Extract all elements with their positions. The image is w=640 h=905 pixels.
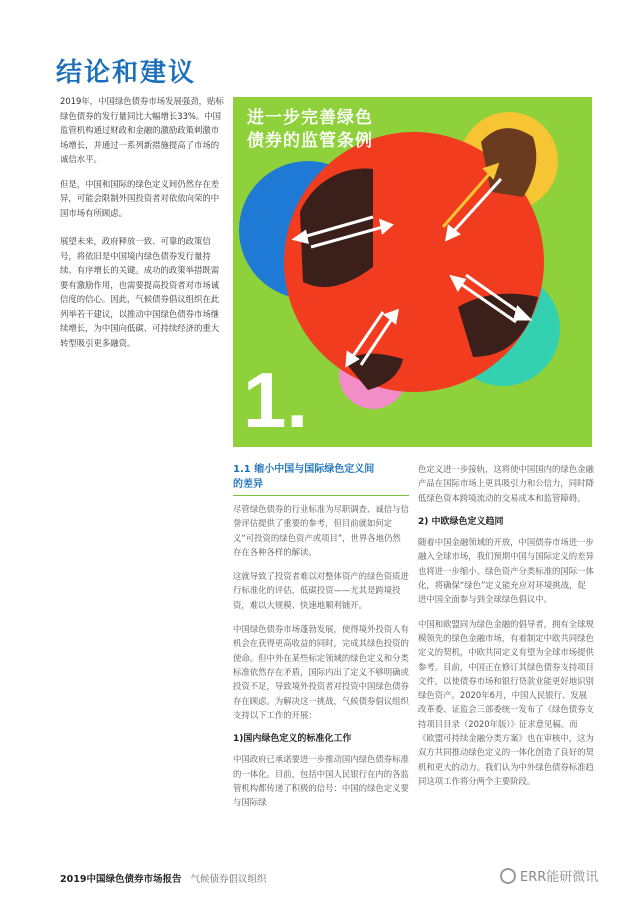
body-paragraph: 中国绿色债券市场蓬勃发展，使得境外投资人有机会在获得更高收益的同时，完成其绿色投资的使命。但中外在某些标定领域的绿色定义和分类标准依然存在矛盾，国际内出了定义不够明确或投资不足，导致境外投资者对投资中国绿色债券存在顾虑。为解决这一挑战，气候债券倡议组织支持以下工作的开展：	[233, 624, 409, 720]
section-number: 1.	[243, 356, 309, 444]
right-text-column	[418, 462, 594, 798]
intro-paragraph: 但是，中国和国际的绿色定义间仍然存在差异，可能会限制外国投资者对依依向荣的中国市场有所顾虑。	[60, 178, 220, 218]
page-title: 结论和建议	[56, 58, 197, 88]
subheading: 2) 中欧绿色定义趋同	[418, 516, 504, 527]
graphic-title-line: 进一步完善绿色	[247, 108, 373, 128]
intro-paragraph: 展望未来，政府释放一致、可靠的政策信号，将依旧是中国境内绿色债券发行量持续、有序增长的关键。成功的政策举措既需要有激励作用，也需要提高投资者对市场诚信度的信心。因此，气候债券倡议组织在此列举若干建议，以推动中国绿色债券市场继续增长，为中国向低碳、可持续经济的重大转型吸引更多融资。	[60, 236, 220, 348]
intro-paragraph: 2019年，中国绿色债券市场发展强劲，贴标绿色债券的发行量同比大幅增长33%。中国监管机构通过财政和金融的激励政策刺激市场增长，并通过一系列新措施提高了市场的诚信水平。	[60, 96, 224, 164]
watermark	[500, 866, 598, 885]
watermark-text: ERR能研微讯	[520, 870, 599, 885]
graphic-title-line: 债券的监管条例	[247, 131, 373, 151]
intro-column	[60, 94, 225, 360]
report-title: 2019中国绿色债券市场报告	[60, 874, 182, 885]
body-paragraph: 随着中国金融领域的开放，中国债券市场进一步融入全球市场，我们预期中国与国际定义的差异也将进一步缩小。绿色资产分类标准的国际一体化，将确保“绿色”定义能充应对环境挑战，促进中国全面参与到全球绿色倡议中。	[418, 537, 594, 605]
wechat-icon	[500, 868, 516, 884]
section-heading-line: 的差异	[233, 479, 263, 490]
recommendation-graphic	[233, 97, 592, 447]
section-heading-line: 1.1 缩小中国与国际绿色定义间	[233, 464, 375, 475]
section-heading	[233, 462, 409, 496]
page-footer	[60, 871, 267, 885]
graphic-title	[247, 107, 373, 153]
body-paragraph: 色定义进一步接轨，这将使中国国内的绿色金融产品在国际市场上更具吸引力和公信力，同时降低绿色资本跨境流动的交易成本和监管障碍。	[418, 464, 594, 503]
body-paragraph: 尽管绿色债券的行业标准为尽职调查、诚信与信誉评估提供了重要的参考，但目前就如何定义“可投资的绿色资产或项目”，世界各地仍然存在各种各样的解读。	[233, 504, 409, 557]
body-paragraph: 中国政府已承诺要进一步推动国内绿色债券标准的一体化。目前，包括中国人民银行在内的各监管机构都传递了积极的信号：中国的绿色定义要与国际绿	[233, 754, 409, 808]
left-text-column	[233, 462, 409, 820]
organization-name: 气候债券倡议组织	[190, 874, 267, 885]
body-paragraph: 中国和欧盟同为绿色金融的倡导者，拥有全球规模领先的绿色金融市场，有着制定中欧共同绿色定义的契机，中欧共同定义有望为全球市场提供参考。目前，中国正在修订其绿色债券支持项目文件，以使债券市场和银行贷款业能更好地识别绿色资产。2020年6月，中国人民银行、发展改革委、证监会三部委统一发布了《绿色债券支持项目目录（2020年版）》征求意见稿。而《欧盟可持续金融分类方案》也在审核中，这为双方共同推动绿色定义的一体化创造了良好的契机和更大的动力。我们认为中外绿色债券标准趋同这项工作将分两个主要阶段。	[418, 618, 594, 786]
body-paragraph: 这就导致了投资者难以对整体资产的绿色资质进行标准化的评估，低碳投资——尤其是跨境投资，难以大规模、快速地顺利铺开。	[233, 571, 409, 610]
subheading: 1)国内绿色定义的标准化工作	[233, 734, 352, 745]
